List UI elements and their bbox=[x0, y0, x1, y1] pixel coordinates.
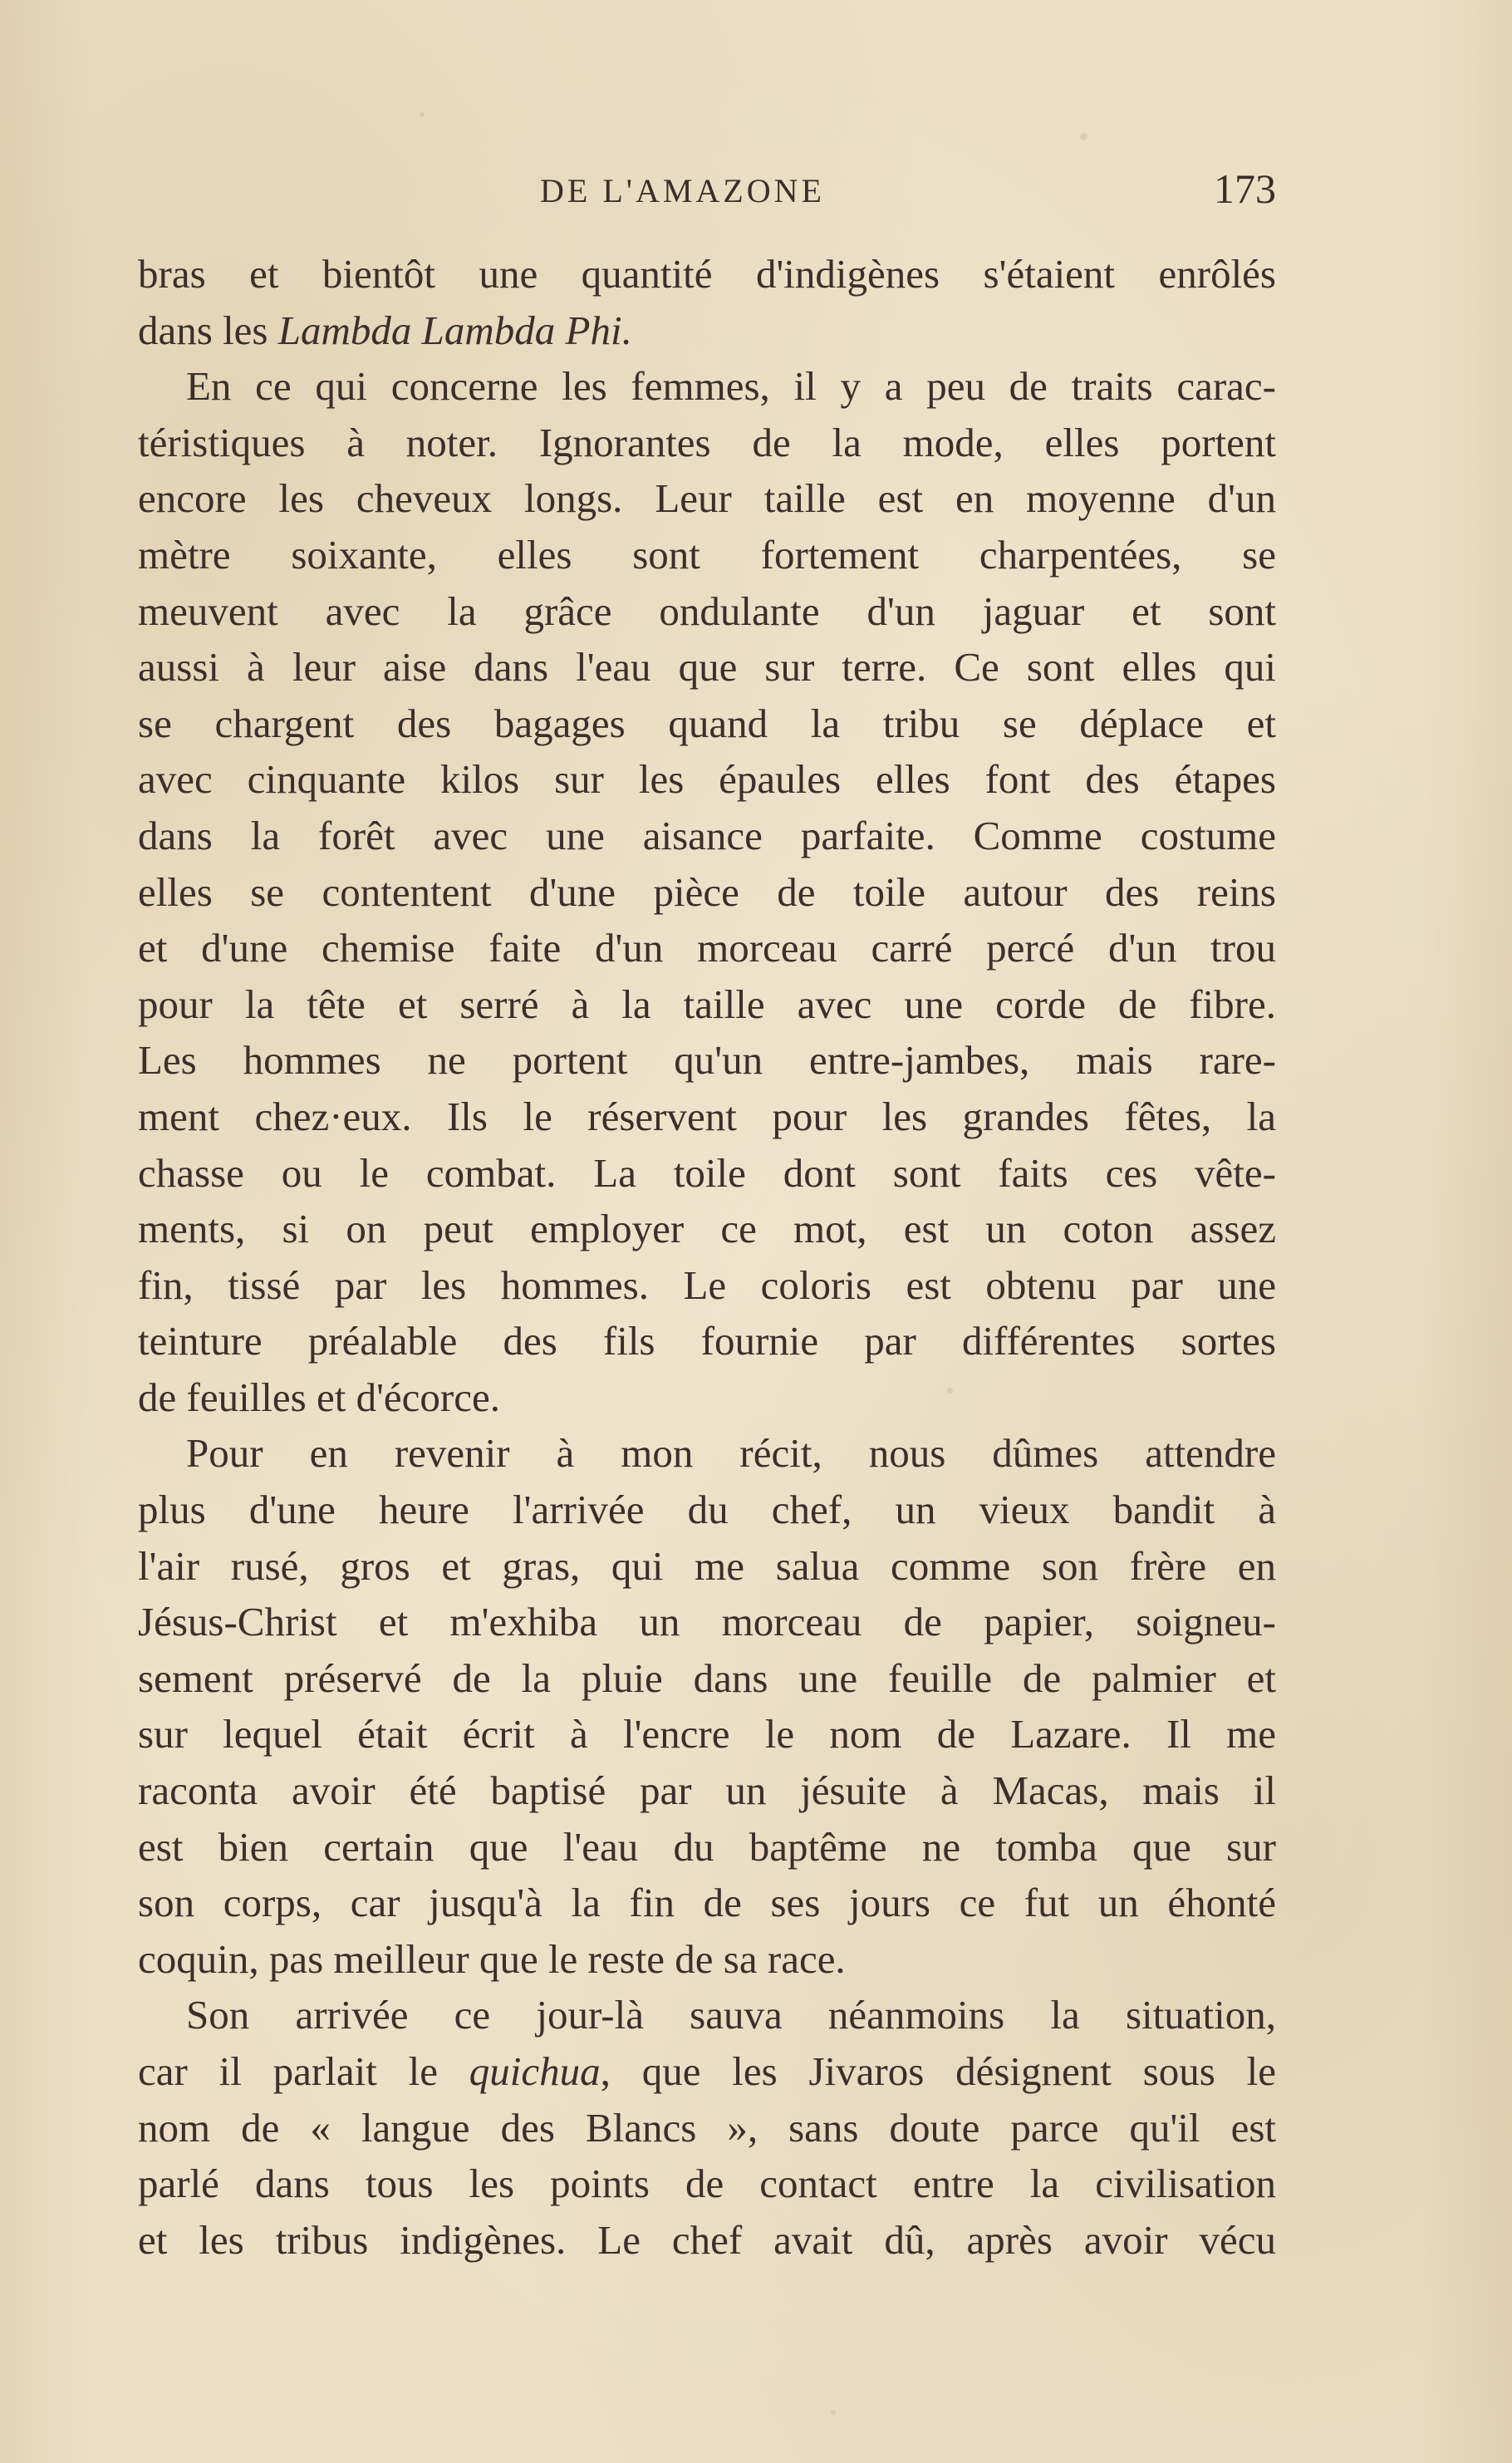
text-segment: , que les Jivaros désignent sous le bbox=[600, 2048, 1277, 2094]
text-line: avec cinquante kilos sur les épaules elles font des étapes bbox=[138, 756, 1276, 803]
fraternity-name: Lambda Lambda Phi bbox=[277, 307, 622, 353]
text-line: nom de « langue des Blancs », sans doute parce qu'il est bbox=[138, 2104, 1276, 2151]
text-line: fin, tissé par les hommes. Le coloris est obtenu par une bbox=[138, 1261, 1276, 1308]
text-line: et d'une chemise faite d'un morceau carré percé d'un trou bbox=[138, 925, 1276, 971]
text-line: l'air rusé, gros et gras, qui me salua comme son frère en bbox=[138, 1542, 1276, 1589]
text-line: teinture préalable des fils fournie par différentes sortes bbox=[138, 1318, 1276, 1364]
text-line: sur lequel était écrit à l'encre le nom de Lazare. Il me bbox=[138, 1711, 1276, 1758]
text-segment: car il parlait le bbox=[138, 2048, 469, 2094]
text-segment: dans les bbox=[138, 307, 278, 353]
text-line: Jésus-Christ et m'exhiba un morceau de papier, soigneu- bbox=[138, 1599, 1276, 1645]
page-number: 173 bbox=[1214, 165, 1276, 212]
paper-stain bbox=[420, 112, 425, 117]
text-line: chasse ou le combat. La toile dont sont faits ces vête- bbox=[138, 1149, 1276, 1196]
text-line: En ce qui concerne les femmes, il y a peu de traits carac- bbox=[186, 363, 1276, 410]
text-line: coquin, pas meilleur que le reste de sa race. bbox=[138, 1935, 846, 1982]
text-line bbox=[138, 302, 1276, 359]
text-line: parlé dans tous les points de contact entre la civilisation bbox=[138, 2161, 1276, 2207]
text-line: Les hommes ne portent qu'un entre-jambes, mais rare- bbox=[138, 1037, 1276, 1084]
text-line: de feuilles et d'écorce. bbox=[138, 1374, 500, 1420]
body-text bbox=[138, 246, 1276, 2268]
text-line: sement préservé de la pluie dans une feuille de palmier et bbox=[138, 1654, 1276, 1701]
text-line: encore les cheveux longs. Leur taille est en moyenne d'un bbox=[138, 475, 1276, 522]
text-line: ments, si on peut employer ce mot, est un coton assez bbox=[138, 1206, 1276, 1252]
text-line: pour la tête et serré à la taille avec une corde de fibre. bbox=[138, 981, 1276, 1027]
text-line: aussi à leur aise dans l'eau que sur terre. Ce sont elles qui bbox=[138, 644, 1276, 691]
running-head: DE L'AMAZONE bbox=[540, 172, 825, 209]
paper-stain bbox=[831, 2410, 836, 2415]
text-line bbox=[138, 2043, 1276, 2100]
text-line: mètre soixante, elles sont fortement charpentées, se bbox=[138, 531, 1276, 578]
text-line: raconta avoir été baptisé par un jésuite à Macas, mais il bbox=[138, 1767, 1276, 1814]
text-line: plus d'une heure l'arrivée du chef, un vieux bandit à bbox=[138, 1487, 1276, 1533]
text-line: se chargent des bagages quand la tribu se déplace et bbox=[138, 700, 1276, 746]
text-line: téristiques à noter. Ignorantes de la mode, elles portent bbox=[138, 419, 1276, 465]
paper-stain bbox=[1080, 133, 1087, 140]
text-line: son corps, car jusqu'à la fin de ses jours ce fut un éhonté bbox=[138, 1880, 1276, 1926]
page-header bbox=[138, 165, 1276, 223]
language-name: quichua bbox=[469, 2048, 601, 2094]
text-line: dans la forêt avec une aisance parfaite. Comme costume bbox=[138, 812, 1276, 858]
text-line: Son arrivée ce jour-là sauva néanmoins la situation, bbox=[186, 1992, 1276, 2038]
text-line: et les tribus indigènes. Le chef avait dû, après avoir vécu bbox=[138, 2216, 1276, 2263]
text-line: est bien certain que l'eau du baptême ne tomba que sur bbox=[138, 1823, 1276, 1870]
text-line: bras et bientôt une quantité d'indigènes s'étaient enrôlés bbox=[138, 251, 1276, 297]
text-line: ment chez·eux. Ils le réservent pour les grandes fêtes, la bbox=[138, 1093, 1276, 1139]
text-line: elles se contentent d'une pièce de toile autour des reins bbox=[138, 868, 1276, 915]
text-line: Pour en revenir à mon récit, nous dûmes attendre bbox=[186, 1430, 1276, 1477]
text-line: meuvent avec la grâce ondulante d'un jaguar et sont bbox=[138, 587, 1276, 634]
text-segment: . bbox=[621, 307, 632, 353]
